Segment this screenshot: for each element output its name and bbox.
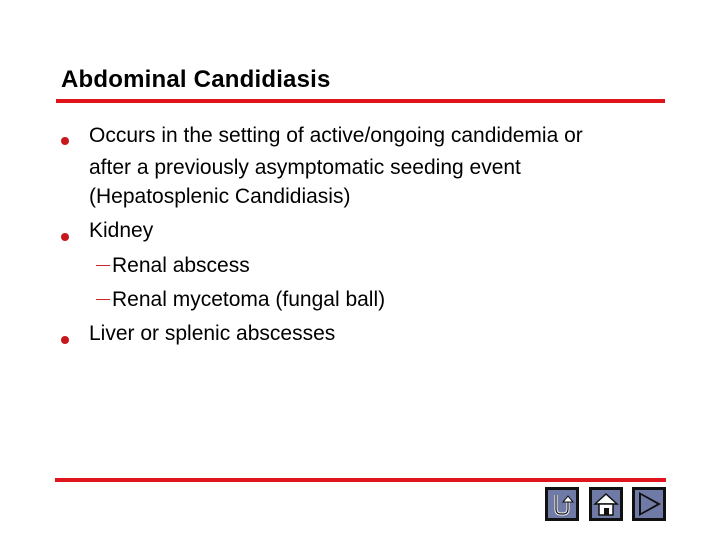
bullet-text-1-line-1: Occurs in the setting of active/ongoing candidemia or xyxy=(89,124,583,147)
title-rule xyxy=(56,99,665,103)
home-icon xyxy=(592,490,620,518)
return-button[interactable] xyxy=(545,487,579,521)
dash-marker: — xyxy=(96,256,110,272)
bullet-text-1-line-3: (Hepatosplenic Candidiasis) xyxy=(89,185,351,208)
sub-item-text: Renal abscess xyxy=(112,254,250,277)
bullet-text-3: Liver or splenic abscesses xyxy=(89,322,336,345)
bullet-3 xyxy=(61,336,69,344)
bullet-1 xyxy=(61,137,69,145)
return-icon xyxy=(548,490,576,518)
next-button[interactable] xyxy=(632,487,666,521)
home-button[interactable] xyxy=(589,487,623,521)
bullet-text-1-line-2: after a previously asymptomatic seeding event xyxy=(89,156,521,179)
dash-marker: — xyxy=(96,290,110,306)
bullet-text-2: Kidney xyxy=(89,219,154,242)
sub-item-text: Renal mycetoma (fungal ball) xyxy=(112,288,386,311)
slide-title: Abdominal Candidiasis xyxy=(61,66,331,93)
next-icon xyxy=(635,490,663,518)
sub-item-renal-mycetoma xyxy=(96,288,385,312)
footer-rule xyxy=(55,478,666,482)
bullet-2 xyxy=(61,233,69,241)
sub-item-renal-abscess xyxy=(96,254,250,278)
